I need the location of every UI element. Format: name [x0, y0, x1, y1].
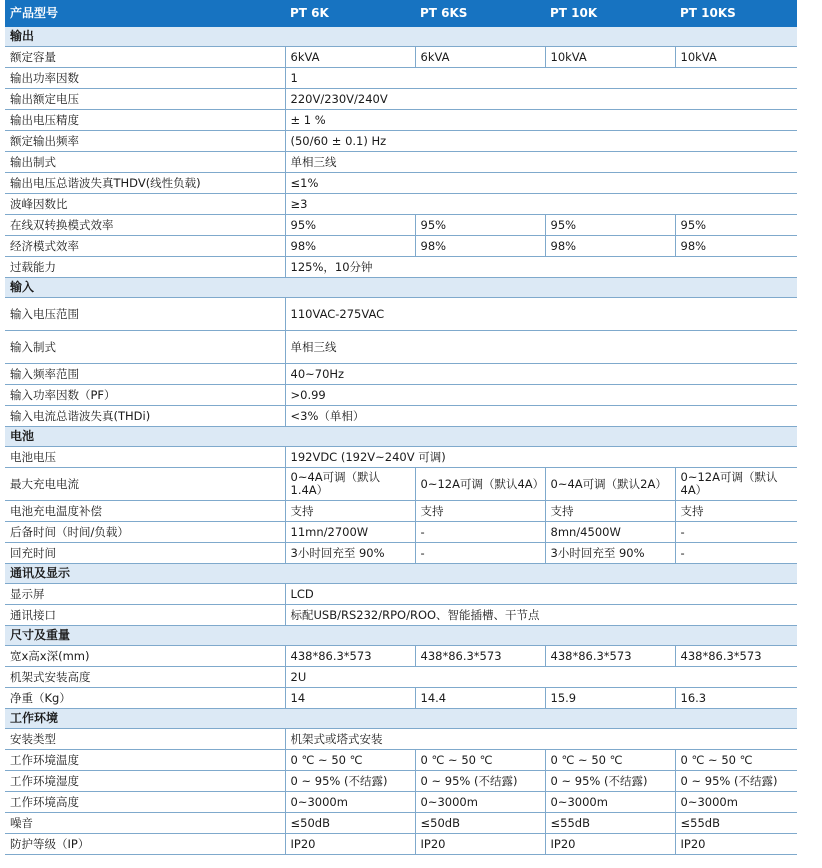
spec-label: 电池电压 — [5, 447, 285, 468]
spec-row — [5, 236, 797, 257]
spec-value: 125%，10分钟 — [285, 257, 797, 278]
spec-row — [5, 406, 797, 427]
spec-row — [5, 447, 797, 468]
section-header-row — [5, 709, 797, 729]
spec-row — [5, 68, 797, 89]
section-title: 输入 — [5, 278, 797, 298]
spec-label: 额定容量 — [5, 47, 285, 68]
spec-label: 输入功率因数（PF） — [5, 385, 285, 406]
spec-value: 0~3000m — [545, 792, 675, 813]
spec-value: 95% — [545, 215, 675, 236]
spec-value: 95% — [285, 215, 415, 236]
model-column-header: PT 6KS — [415, 0, 545, 27]
spec-row — [5, 110, 797, 131]
spec-label: 工作环境湿度 — [5, 771, 285, 792]
spec-value: 支持 — [675, 501, 797, 522]
section-header-row — [5, 278, 797, 298]
header-row — [5, 0, 797, 27]
spec-value: 3小时回充至 90% — [285, 543, 415, 564]
spec-row — [5, 522, 797, 543]
spec-value: 1 — [285, 68, 797, 89]
spec-label: 回充时间 — [5, 543, 285, 564]
spec-value: - — [415, 543, 545, 564]
spec-row — [5, 331, 797, 364]
section-title: 尺寸及重量 — [5, 626, 797, 646]
spec-value: 14 — [285, 688, 415, 709]
spec-value: 单相三线 — [285, 152, 797, 173]
spec-value: 2U — [285, 667, 797, 688]
model-column-header: PT 10KS — [675, 0, 797, 27]
spec-value: 15.9 — [545, 688, 675, 709]
spec-label: 最大充电电流 — [5, 468, 285, 501]
spec-value: 438*86.3*573 — [285, 646, 415, 667]
spec-value: (50/60 ± 0.1) Hz — [285, 131, 797, 152]
spec-row — [5, 47, 797, 68]
spec-value: 6kVA — [415, 47, 545, 68]
spec-label: 显示屏 — [5, 584, 285, 605]
spec-value: LCD — [285, 584, 797, 605]
spec-value: 0~3000m — [285, 792, 415, 813]
section-title: 工作环境 — [5, 709, 797, 729]
section-title: 通讯及显示 — [5, 564, 797, 584]
section-header-row — [5, 427, 797, 447]
spec-label: 输出额定电压 — [5, 89, 285, 110]
spec-row — [5, 364, 797, 385]
spec-label: 在线双转换模式效率 — [5, 215, 285, 236]
spec-label: 净重（Kg） — [5, 688, 285, 709]
spec-value: 110VAC-275VAC — [285, 298, 797, 331]
spec-row — [5, 543, 797, 564]
spec-value: 0 ℃ ~ 50 ℃ — [545, 750, 675, 771]
spec-row — [5, 173, 797, 194]
spec-value: 支持 — [285, 501, 415, 522]
spec-value: 6kVA — [285, 47, 415, 68]
spec-row — [5, 792, 797, 813]
spec-value: 98% — [415, 236, 545, 257]
spec-value: 192VDC (192V~240V 可调) — [285, 447, 797, 468]
spec-label: 输出制式 — [5, 152, 285, 173]
spec-row — [5, 131, 797, 152]
model-column-header: PT 6K — [285, 0, 415, 27]
spec-value: 98% — [675, 236, 797, 257]
spec-value: 0~4A可调（默认2A） — [545, 468, 675, 501]
spec-value: ± 1 % — [285, 110, 797, 131]
spec-row — [5, 834, 797, 855]
spec-value: 0~4A可调（默认1.4A） — [285, 468, 415, 501]
spec-value: 0 ℃ ~ 50 ℃ — [675, 750, 797, 771]
spec-row — [5, 729, 797, 750]
spec-value: ≤55dB — [675, 813, 797, 834]
spec-row — [5, 750, 797, 771]
spec-row — [5, 152, 797, 173]
spec-row — [5, 215, 797, 236]
spec-value: 0 ~ 95% (不结露) — [415, 771, 545, 792]
spec-row — [5, 667, 797, 688]
spec-value: 8mn/4500W — [545, 522, 675, 543]
spec-value: IP20 — [675, 834, 797, 855]
spec-row — [5, 298, 797, 331]
spec-value: 10kVA — [545, 47, 675, 68]
section-header-row — [5, 626, 797, 646]
spec-value: ≤50dB — [415, 813, 545, 834]
spec-row — [5, 688, 797, 709]
spec-value: 438*86.3*573 — [675, 646, 797, 667]
spec-label: 波峰因数比 — [5, 194, 285, 215]
spec-value: IP20 — [285, 834, 415, 855]
spec-value: 0~3000m — [415, 792, 545, 813]
spec-value: ≤1% — [285, 173, 797, 194]
spec-value: 11mn/2700W — [285, 522, 415, 543]
spec-value: <3%（单相） — [285, 406, 797, 427]
spec-label: 噪音 — [5, 813, 285, 834]
spec-value: 14.4 — [415, 688, 545, 709]
spec-value: ≤55dB — [545, 813, 675, 834]
spec-label: 输入电流总谐波失真(THDi) — [5, 406, 285, 427]
spec-label: 宽x高x深(mm) — [5, 646, 285, 667]
spec-value: - — [675, 543, 797, 564]
spec-value: 0~12A可调（默认4A） — [675, 468, 797, 501]
spec-value: 10kVA — [675, 47, 797, 68]
spec-table — [5, 0, 797, 855]
spec-value: 40~70Hz — [285, 364, 797, 385]
spec-value: 0 ~ 95% (不结露) — [675, 771, 797, 792]
spec-label: 额定输出频率 — [5, 131, 285, 152]
spec-value: 16.3 — [675, 688, 797, 709]
spec-row — [5, 584, 797, 605]
spec-value: 95% — [675, 215, 797, 236]
spec-value: 单相三线 — [285, 331, 797, 364]
spec-value: IP20 — [415, 834, 545, 855]
spec-value: 220V/230V/240V — [285, 89, 797, 110]
spec-row — [5, 385, 797, 406]
spec-value: ≤50dB — [285, 813, 415, 834]
header-label: 产品型号 — [5, 0, 285, 27]
spec-row — [5, 89, 797, 110]
spec-value: 机架式或塔式安装 — [285, 729, 797, 750]
spec-row — [5, 771, 797, 792]
spec-label: 通讯接口 — [5, 605, 285, 626]
spec-row — [5, 257, 797, 278]
spec-value: 0~3000m — [675, 792, 797, 813]
spec-label: 输出电压总谐波失真THDV(线性负载) — [5, 173, 285, 194]
spec-value: IP20 — [545, 834, 675, 855]
spec-row — [5, 501, 797, 522]
spec-value: 支持 — [545, 501, 675, 522]
spec-row — [5, 605, 797, 626]
spec-label: 输出电压精度 — [5, 110, 285, 131]
spec-label: 工作环境高度 — [5, 792, 285, 813]
spec-value: 95% — [415, 215, 545, 236]
section-title: 输出 — [5, 27, 797, 47]
spec-label: 工作环境温度 — [5, 750, 285, 771]
spec-value: 支持 — [415, 501, 545, 522]
spec-label: 经济模式效率 — [5, 236, 285, 257]
spec-label: 安装类型 — [5, 729, 285, 750]
spec-label: 电池充电温度补偿 — [5, 501, 285, 522]
spec-value: 3小时回充至 90% — [545, 543, 675, 564]
spec-label: 输入电压范围 — [5, 298, 285, 331]
spec-row — [5, 468, 797, 501]
spec-value: 0 ~ 95% (不结露) — [545, 771, 675, 792]
spec-row — [5, 194, 797, 215]
spec-value: 标配USB/RS232/RPO/ROO、智能插槽、干节点 — [285, 605, 797, 626]
spec-value: 438*86.3*573 — [545, 646, 675, 667]
section-header-row — [5, 27, 797, 47]
spec-value: 0 ℃ ~ 50 ℃ — [415, 750, 545, 771]
spec-label: 机架式安装高度 — [5, 667, 285, 688]
spec-label: 输入频率范围 — [5, 364, 285, 385]
section-title: 电池 — [5, 427, 797, 447]
spec-label: 过载能力 — [5, 257, 285, 278]
spec-value: 98% — [545, 236, 675, 257]
model-column-header: PT 10K — [545, 0, 675, 27]
section-header-row — [5, 564, 797, 584]
spec-value: 98% — [285, 236, 415, 257]
spec-row — [5, 813, 797, 834]
spec-value: - — [675, 522, 797, 543]
spec-value: 0 ℃ ~ 50 ℃ — [285, 750, 415, 771]
spec-value: 438*86.3*573 — [415, 646, 545, 667]
spec-value: 0~12A可调（默认4A） — [415, 468, 545, 501]
spec-row — [5, 646, 797, 667]
spec-value: >0.99 — [285, 385, 797, 406]
spec-value: ≥3 — [285, 194, 797, 215]
spec-value: 0 ~ 95% (不结露) — [285, 771, 415, 792]
spec-value: - — [415, 522, 545, 543]
spec-label: 后备时间（时间/负载） — [5, 522, 285, 543]
spec-label: 输出功率因数 — [5, 68, 285, 89]
spec-label: 防护等级（IP） — [5, 834, 285, 855]
spec-label: 输入制式 — [5, 331, 285, 364]
